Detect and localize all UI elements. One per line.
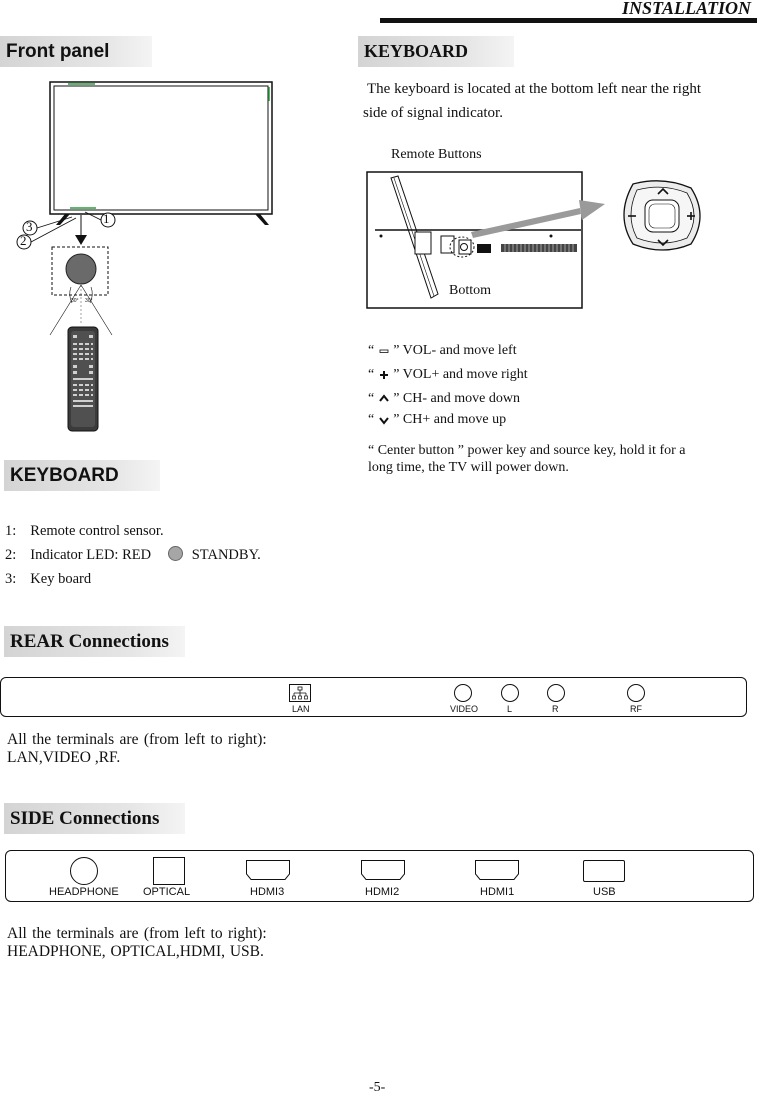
keyboard-list-item-1: 1: Remote control sensor. xyxy=(5,523,164,539)
keyboard-intro-line1: The keyboard is located at the bottom left near the right xyxy=(367,81,702,97)
chevron-up-icon xyxy=(378,393,390,405)
keyboard-intro-line2: side of signal indicator. xyxy=(363,105,503,121)
headphone-label: HEADPHONE xyxy=(49,886,119,898)
audio-r-port xyxy=(547,684,565,702)
rear-connections-panel xyxy=(0,677,747,717)
rf-port xyxy=(627,684,645,702)
chevron-down-icon xyxy=(378,414,390,426)
header-rule xyxy=(380,18,757,23)
keyboard-list-item-3: 3: Key board xyxy=(5,571,92,587)
joystick-zoom xyxy=(624,181,700,250)
lan-label: LAN xyxy=(292,704,310,714)
audio-l-label: L xyxy=(507,704,513,714)
tv-screen xyxy=(50,82,272,214)
front-panel-heading: Front panel xyxy=(0,36,152,67)
side-connections-panel xyxy=(5,850,754,902)
callout-2: 2 xyxy=(20,233,27,248)
side-connections-heading: SIDE Connections xyxy=(4,803,185,834)
usb-port xyxy=(583,860,625,882)
keyboard-list-item-2: 2: Indicator LED: RED STANDBY. xyxy=(5,547,261,563)
callout-1: 1 xyxy=(103,211,110,226)
button-desc-ch-minus: “ ” CH- and move down xyxy=(368,391,520,406)
side-desc-line2: HEADPHONE, OPTICAL,HDMI, USB. xyxy=(7,943,264,960)
optical-label: OPTICAL xyxy=(143,886,191,898)
headphone-port xyxy=(70,857,98,885)
angle-label-left: 30° xyxy=(71,298,79,304)
callout-3: 3 xyxy=(26,219,33,234)
rear-desc-line2: LAN,VIDEO ,RF. xyxy=(7,749,121,766)
angle-label-right: 30° xyxy=(85,298,93,304)
front-panel-illustration xyxy=(10,75,300,435)
led-indicator-dot xyxy=(168,546,183,561)
center-button-desc-line1: “ Center button ” power key and source key, hold it for a xyxy=(368,443,686,458)
tv-leg-right xyxy=(255,214,269,225)
optical-port xyxy=(153,857,185,885)
remote-sensor-circle xyxy=(66,254,96,284)
lan-port-icon xyxy=(289,684,311,702)
remote-buttons-label: Remote Buttons xyxy=(391,147,482,162)
rear-desc-line1: All the terminals are (from left to right): xyxy=(7,731,267,748)
audio-l-port xyxy=(501,684,519,702)
page-header-title: INSTALLATION xyxy=(621,0,751,18)
hdmi2-label: HDMI2 xyxy=(365,886,400,898)
video-port xyxy=(454,684,472,702)
video-label: VIDEO xyxy=(450,704,479,714)
page-number: -5- xyxy=(369,1080,386,1095)
bottom-label: Bottom xyxy=(449,283,492,298)
side-desc-line1: All the terminals are (from left to right): xyxy=(7,925,267,942)
button-desc-ch-plus: “ ” CH+ and move up xyxy=(368,412,507,427)
hdmi3-port xyxy=(246,860,290,880)
button-desc-vol-minus: “ ” VOL- and move left xyxy=(368,343,517,358)
rear-connections-heading: REAR Connections xyxy=(4,626,185,657)
audio-r-label: R xyxy=(552,704,559,714)
plus-icon xyxy=(378,369,390,381)
hdmi1-port xyxy=(475,860,519,880)
hdmi3-label: HDMI3 xyxy=(250,886,285,898)
usb-label: USB xyxy=(593,886,616,898)
keyboard-heading-right: KEYBOARD xyxy=(358,36,514,67)
keyboard-location-illustration xyxy=(365,170,705,312)
keyboard-heading-left: KEYBOARD xyxy=(4,460,160,491)
minus-icon xyxy=(378,345,390,357)
rf-label: RF xyxy=(630,704,642,714)
hdmi1-label: HDMI1 xyxy=(480,886,515,898)
hdmi2-port xyxy=(361,860,405,880)
button-desc-vol-plus: “ ” VOL+ and move right xyxy=(368,367,528,382)
remote-control xyxy=(68,327,98,431)
center-button-desc-line2: long time, the TV will power down. xyxy=(368,460,569,475)
